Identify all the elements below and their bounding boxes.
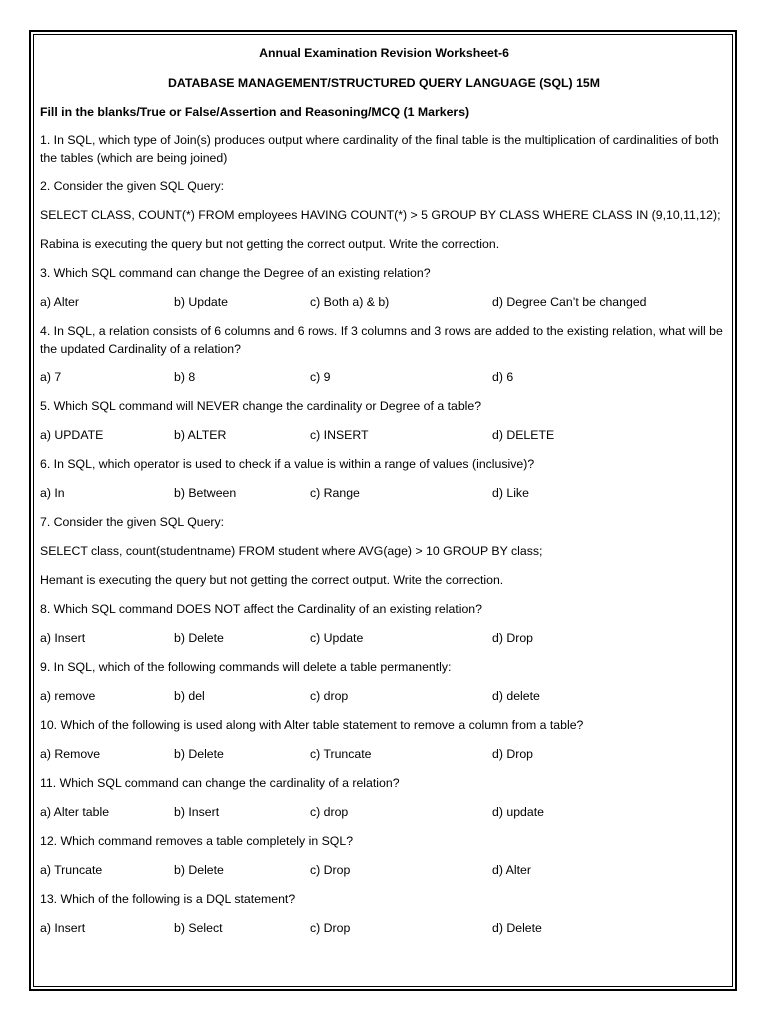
worksheet-content (40, 44, 728, 937)
option-c: c) drop (310, 805, 349, 819)
subject-heading: DATABASE MANAGEMENT/STRUCTURED QUERY LANGUAGE (SQL) 15M (168, 76, 600, 90)
option-a: a) Alter (40, 295, 79, 309)
question-8-options (40, 629, 728, 647)
option-a: a) Insert (40, 631, 86, 645)
option-b: b) Delete (174, 747, 224, 761)
question-10: 10. Which of the following is used along with Alter table statement to remove a column from a table? (40, 718, 584, 732)
option-a: a) remove (40, 689, 96, 703)
option-d: d) 6 (492, 370, 514, 384)
question-8: 8. Which SQL command DOES NOT affect the Cardinality of an existing relation? (40, 602, 482, 616)
question-7-followup: Hemant is executing the query but not getting the correct output. Write the correction. (40, 573, 504, 587)
option-b: b) Between (174, 486, 237, 500)
question-12: 12. Which command removes a table completely in SQL? (40, 834, 354, 848)
option-a: a) Remove (40, 747, 101, 761)
option-a: a) In (40, 486, 65, 500)
question-11: 11. Which SQL command can change the cardinality of a relation? (40, 776, 400, 790)
option-a: a) UPDATE (40, 428, 104, 442)
option-c: c) Truncate (310, 747, 372, 761)
question-11-options (40, 803, 728, 821)
option-d: d) Like (492, 486, 529, 500)
question-5: 5. Which SQL command will NEVER change the cardinality or Degree of a table? (40, 399, 482, 413)
option-d: d) Delete (492, 921, 542, 935)
section-heading: Fill in the blanks/True or False/Assertion and Reasoning/MCQ (1 Markers) (40, 105, 470, 119)
question-1: 1. In SQL, which type of Join(s) produces output where cardinality of the final table is the multiplication of cardinalities of both the tables (which are being joined) (40, 133, 719, 165)
question-6-options (40, 484, 728, 502)
option-b: b) Delete (174, 631, 224, 645)
option-c: c) Drop (310, 863, 351, 877)
question-12-options (40, 861, 728, 879)
option-a: a) Truncate (40, 863, 103, 877)
question-9-options (40, 687, 728, 705)
question-3-options (40, 293, 728, 311)
option-a: a) 7 (40, 370, 62, 384)
option-b: b) Select (174, 921, 223, 935)
option-c: c) drop (310, 689, 349, 703)
question-9: 9. In SQL, which of the following commands will delete a table permanently: (40, 660, 452, 674)
option-b: b) Update (174, 295, 229, 309)
option-d: d) delete (492, 689, 540, 703)
question-7: 7. Consider the given SQL Query: (40, 515, 225, 529)
option-c: c) Range (310, 486, 360, 500)
option-d: d) Drop (492, 631, 534, 645)
option-b: b) Insert (174, 805, 220, 819)
option-a: a) Insert (40, 921, 86, 935)
option-d: d) update (492, 805, 544, 819)
option-b: b) del (174, 689, 205, 703)
option-b: b) Delete (174, 863, 224, 877)
question-13-options (40, 919, 728, 937)
question-7-query: SELECT class, count(studentname) FROM student where AVG(age) > 10 GROUP BY class; (40, 544, 543, 558)
question-2-query: SELECT CLASS, COUNT(*) FROM employees HAVING COUNT(*) > 5 GROUP BY CLASS WHERE CLASS IN (9,10,11,12); (40, 208, 721, 222)
question-5-options (40, 426, 728, 444)
option-c: c) Drop (310, 921, 351, 935)
option-c: c) Both a) & b) (310, 295, 390, 309)
question-3: 3. Which SQL command can change the Degree of an existing relation? (40, 266, 431, 280)
option-b: b) 8 (174, 370, 196, 384)
question-2-followup: Rabina is executing the query but not getting the correct output. Write the correction. (40, 237, 500, 251)
option-c: c) INSERT (310, 428, 369, 442)
option-a: a) Alter table (40, 805, 110, 819)
question-4: 4. In SQL, a relation consists of 6 columns and 6 rows. If 3 columns and 3 rows are added to the existing relation, what will be the updated Cardinality of a relation? (40, 324, 723, 356)
option-d: d) Alter (492, 863, 531, 877)
option-c: c) 9 (310, 370, 331, 384)
question-10-options (40, 745, 728, 763)
option-b: b) ALTER (174, 428, 227, 442)
option-d: d) Drop (492, 747, 534, 761)
question-4-options (40, 368, 728, 386)
question-6: 6. In SQL, which operator is used to check if a value is within a range of values (inclusive)? (40, 457, 535, 471)
question-2: 2. Consider the given SQL Query: (40, 179, 225, 193)
option-d: d) DELETE (492, 428, 555, 442)
option-d: d) Degree Can’t be changed (492, 295, 647, 309)
question-13: 13. Which of the following is a DQL statement? (40, 892, 296, 906)
option-c: c) Update (310, 631, 364, 645)
worksheet-title: Annual Examination Revision Worksheet-6 (259, 46, 509, 60)
